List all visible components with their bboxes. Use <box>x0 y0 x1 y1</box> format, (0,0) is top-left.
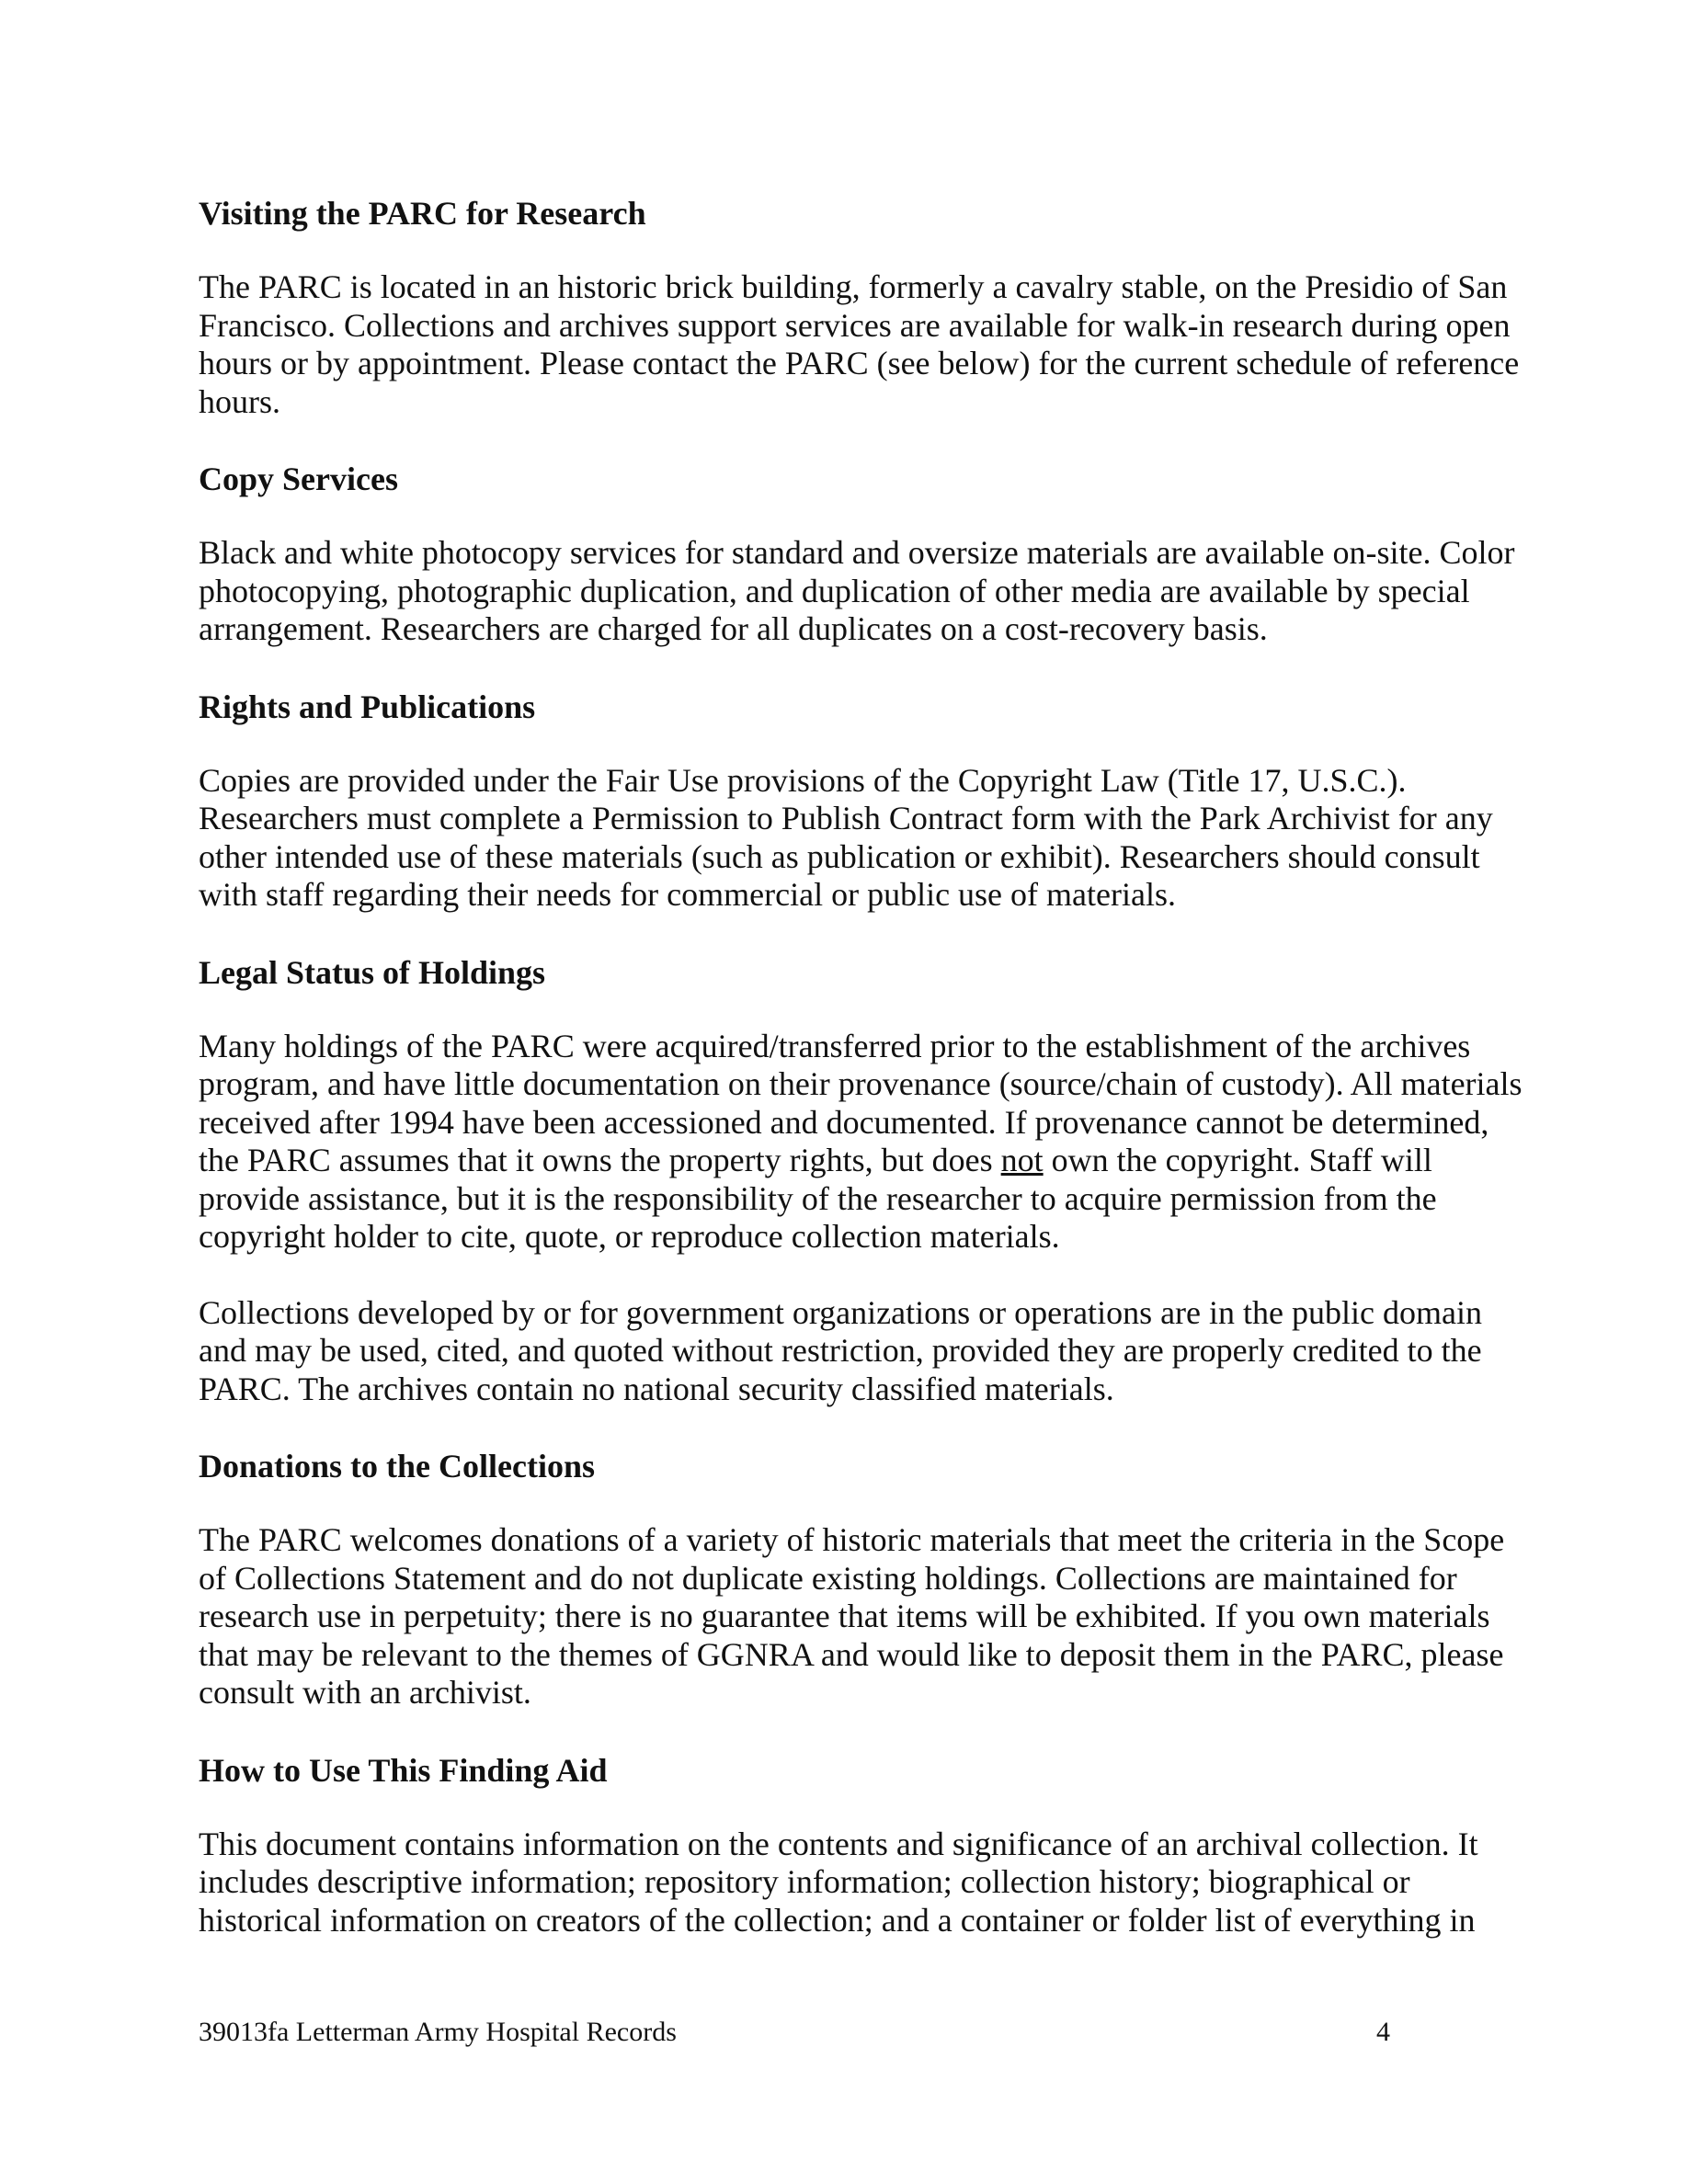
section-heading: Rights and Publications <box>199 688 536 725</box>
section-paragraph: The PARC is located in an historic brick building, formerly a cavalry stable, on the Presidio of San Francisco. Collections and archives support services are available for walk-in research during open hours or by appointment. Please contact the PARC (see below) for the current schedule of reference hours. <box>199 268 1520 420</box>
section-paragraph: Collections developed by or for government organizations or operations are in the public domain and may be used, cited, and quoted without restriction, provided they are properly credited to the PARC. The archives contain no national security classified materials. <box>199 1293 1482 1407</box>
section-visiting <box>199 193 1532 421</box>
section-donations <box>199 1446 1532 1712</box>
section-heading: Copy Services <box>199 461 398 497</box>
section-rights <box>199 687 1532 915</box>
section-paragraph: The PARC welcomes donations of a variety of historic materials that meet the criteria in the Scope of Collections Statement and do not duplicate existing holdings. Collections are maintained for research use in perpetuity; there is no guarantee that items will be exhibited. If you own materials that may be relevant to the themes of GGNRA and would like to deposit them in the PARC, please consult with an archivist. <box>199 1521 1505 1711</box>
document-page <box>199 193 1532 1977</box>
section-heading: Donations to the Collections <box>199 1448 595 1484</box>
paragraph-text: Many holdings of the PARC were acquired/transferred prior to the establishment of the archives program, and have little documentation on their provenance (source/chain of custody). All materials received after 1994 have been accessioned and documented. If provenance cannot be determined, the PARC assumes that it owns the property rights, but does <box>199 1027 1523 1178</box>
underlined-word: not <box>1000 1142 1044 1178</box>
section-paragraph: Copies are provided under the Fair Use provisions of the Copyright Law (Title 17, U.S.C.). Researchers must complete a Permission to Publish Contract form with the Park Archivist for any other intended use of these materials (such as publication or exhibit). Researchers should consult with staff regarding their needs for commercial or public use of materials. <box>199 761 1493 913</box>
section-legal-status <box>199 952 1532 1409</box>
section-paragraph <box>199 1028 1532 1257</box>
section-paragraph: This document contains information on the contents and significance of an archival collection. It includes descriptive information; repository information; collection history; biographical or historical information on creators of the collection; and a container or folder list of everything in <box>199 1825 1478 1939</box>
section-copy-services <box>199 459 1532 649</box>
section-heading: Legal Status of Holdings <box>199 953 546 991</box>
page-footer <box>199 2016 1390 2049</box>
section-heading: How to Use This Finding Aid <box>199 1751 608 1789</box>
section-paragraph: Black and white photocopy services for standard and oversize materials are available on-site. Color photocopying, photographic duplication, and duplication of other media are available by special arrangement. Researchers are charged for all duplicates on a cost-recovery basis. <box>199 534 1515 647</box>
section-how-to-use <box>199 1750 1532 1940</box>
paragraph-text: own the copyright. Staff will provide assistance, but it is the responsibility of the researcher to acquire permission from the copyright holder to cite, quote, or reproduce collection materials. <box>199 1142 1437 1255</box>
section-heading: Visiting the PARC for Research <box>199 195 646 232</box>
footer-title: 39013fa Letterman Army Hospital Records <box>199 2017 677 2047</box>
page-number: 4 <box>1376 2017 1390 2047</box>
